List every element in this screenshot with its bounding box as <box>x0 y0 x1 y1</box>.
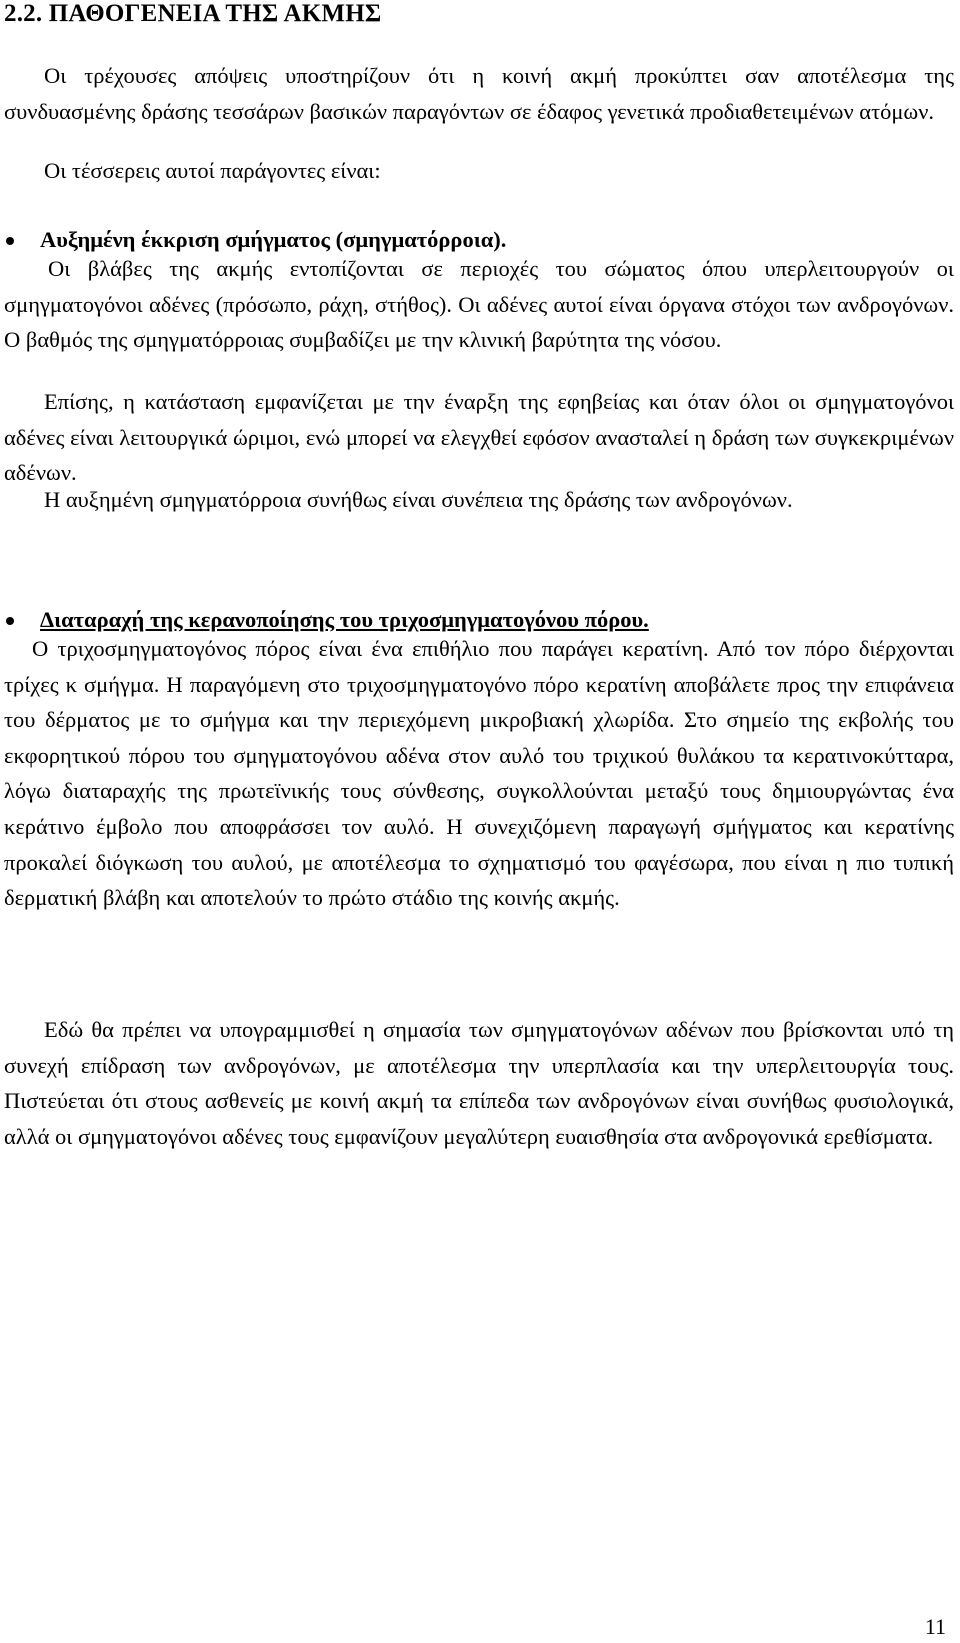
intro-paragraph: Οι τρέχουσες απόψεις υποστηρίζουν ότι η κοινή ακμή προκύπτει σαν αποτέλεσμα της συνδυασμένης δράσης τεσσάρων βασικών παραγόντων σε έδαφος γενετικά προδιαθετειμένων ατόμων. <box>4 63 954 124</box>
bullet-2-paragraph-1: Ο τριχοσμηγματογόνος πόρος είναι ένα επιθήλιο που παράγει κερατίνη. Από τον πόρο διέρχονται τρίχες κ σμήγμα. Η παραγόμενη στο τριχοσμηγματογόνο πόρο κερατίνη αποβάλετε προς την επιφάνεια του δέρματος με το σμήγμα και την περιεχόμενη μικροβιακή χλωρίδα. Στο σημείο της εκβολής του εκφορητικού πόρου του σμηγματογόνου αδένα στον αυλό του τριχικού θυλάκου τα κερατινοκύτταρα, λόγω διαταραχής της πρωτεϊνικής τους σύνθεσης, συγκολλούνται μεταξύ τους δημιουργώντας ένα κεράτινο έμβολο που αποφράσσει τον αυλό. Η συνεχιζόμενη παραγωγή σμήγματος και κερατίνης προκαλεί διόγκωση του αυλού, με αποτέλεσμα το σχηματισμό του φαγέσωρα, που είναι η πιο τυπική δερματική βλάβη και αποτελούν το πρώτο στάδιο της κοινής ακμής. <box>4 636 954 911</box>
bullet-1-paragraph-2: Επίσης, η κατάσταση εμφανίζεται με την έναρξη της εφηβείας και όταν όλοι οι σμηγματογόνοι αδένες είναι λειτουργικά ώριμοι, ενώ μπορεί να ελεγχθεί εφόσον ανασταλεί η δράση των συγκεκριμένων αδένων. <box>4 389 954 486</box>
bullet-1-paragraph-3: Η αυξημένη σμηγματόρροια συνήθως είναι συνέπεια της δράσης των ανδρογόνων. <box>44 487 793 512</box>
bullet-dot-icon <box>6 237 14 245</box>
bullet-title: Αυξημένη έκκριση σμήγματος (σμηγματόρροια). <box>40 227 507 252</box>
bullet-2-paragraph-2: Εδώ θα πρέπει να υπογραμμισθεί η σημασία των σμηγματογόνων αδένων που βρίσκονται υπό τη συνεχή επίδραση των ανδρογόνων, με αποτέλεσμα την υπερπλασία και την υπερλειτουργία τους. Πιστεύεται ότι στους ασθενείς με κοινή ακμή τα επίπεδα των ανδρογόνων είναι συνήθως φυσιολογικά, αλλά οι σμηγματογόνοι αδένες τους εμφανίζουν μεγαλύτερη ευαισθησία στα ανδρογονικά ερεθίσματα. <box>4 1017 954 1149</box>
bullet-dot-icon <box>6 617 14 625</box>
bullet-title: Διαταραχή της κερανοποίησης του τριχοσμηγματογόνου πόρου. <box>40 607 649 632</box>
intro-second-paragraph: Οι τέσσερεις αυτοί παράγοντες είναι: <box>44 158 381 183</box>
section-heading: 2.2. ΠΑΘΟΓΕΝΕΙΑ ΤΗΣ ΑΚΜΗΣ <box>4 0 382 27</box>
bullet-1-paragraph-1: Οι βλάβες της ακμής εντοπίζονται σε περιοχές του σώματος όπου υπερλειτουργούν οι σμηγματογόνοι αδένες (πρόσωπο, ράχη, στήθος). Οι αδένες αυτοί είναι όργανα στόχοι των ανδρογόνων. Ο βαθμός της σμηγματόρροιας συμβαδίζει με την κλινική βαρύτητα της νόσου. <box>4 256 954 353</box>
page-number: 11 <box>924 1614 946 1639</box>
